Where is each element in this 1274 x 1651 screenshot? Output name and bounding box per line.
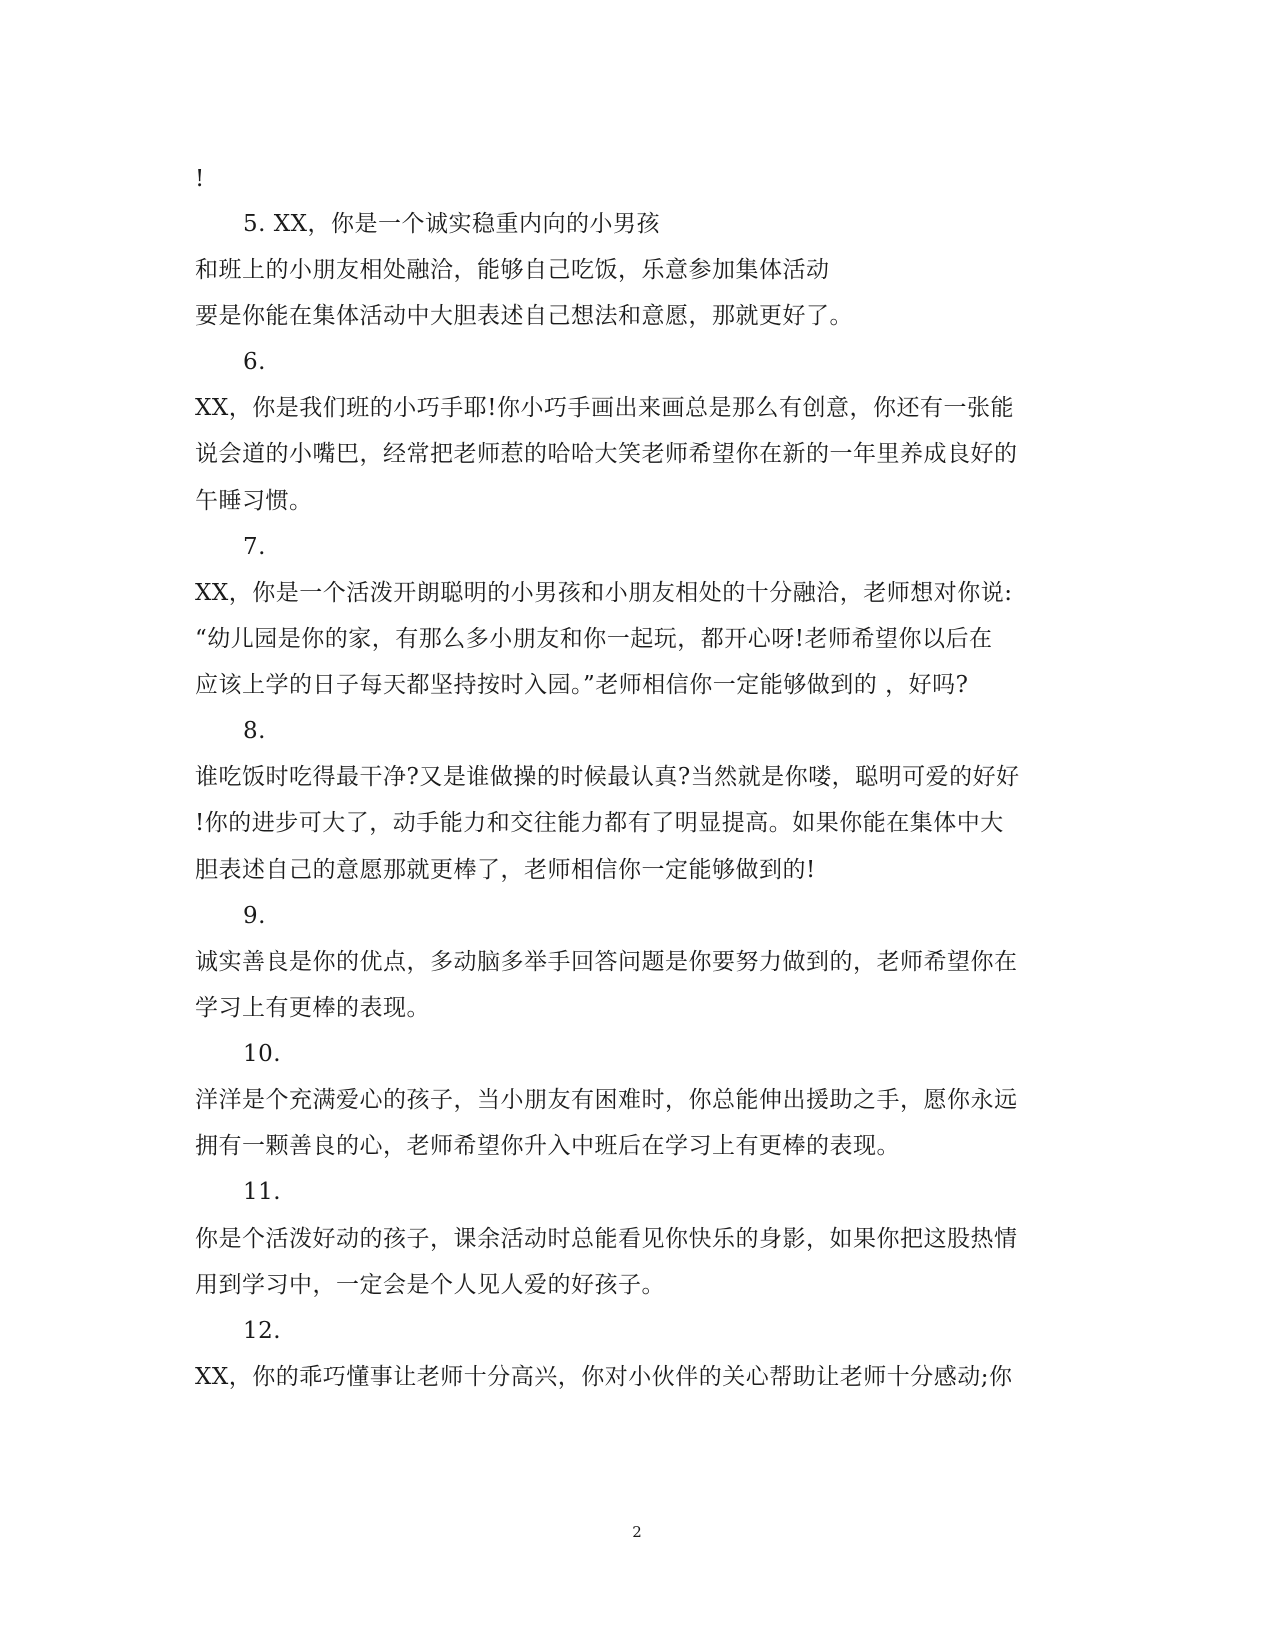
text-line: 和班上的小朋友相处融洽，能够自己吃饭，乐意参加集体活动	[195, 257, 830, 283]
text-line: 学习上有更棒的表现。	[195, 995, 430, 1021]
text-line: 诚实善良是你的优点，多动脑多举手回答问题是你要努力做到的，老师希望你在	[195, 949, 1018, 975]
text-line: 要是你能在集体活动中大胆表述自己想法和意愿，那就更好了。	[195, 303, 853, 329]
text-line: 用到学习中，一定会是个人见人爱的好孩子。	[195, 1272, 665, 1298]
text-line: 谁吃饭时吃得最干净?又是谁做操的时候最认真?当然就是你喽，聪明可爱的好好	[195, 764, 1020, 790]
text-line: !	[195, 166, 205, 192]
item-number: 8.	[243, 718, 266, 744]
text-line: 胆表述自己的意愿那就更棒了，老师相信你一定能够做到的!	[195, 857, 816, 883]
text-line: XX，你是我们班的小巧手耶!你小巧手画出来画总是那么有创意，你还有一张能	[195, 395, 1014, 421]
page-number: 2	[632, 1523, 642, 1541]
text-line: “幼儿园是你的家，有那么多小朋友和你一起玩，都开心呀!老师希望你以后在	[195, 626, 993, 652]
item-number: 9.	[243, 903, 266, 929]
text-line: 说会道的小嘴巴，经常把老师惹的哈哈大笑老师希望你在新的一年里养成良好的	[195, 441, 1018, 467]
item-number: 12.	[243, 1318, 282, 1344]
text-line: 你是个活泼好动的孩子，课余活动时总能看见你快乐的身影，如果你把这股热情	[195, 1226, 1018, 1252]
text-line: 拥有一颗善良的心，老师希望你升入中班后在学习上有更棒的表现。	[195, 1133, 900, 1159]
item-number: 6.	[243, 349, 266, 375]
text-line: 应该上学的日子每天都坚持按时入园。”老师相信你一定能够做到的 ，好吗?	[195, 672, 969, 698]
text-line: XX，你是一个活泼开朗聪明的小男孩和小朋友相处的十分融洽，老师想对你说:	[195, 580, 1013, 606]
text-line: 洋洋是个充满爱心的孩子，当小朋友有困难时，你总能伸出援助之手，愿你永远	[195, 1087, 1018, 1113]
text-line: 午睡习惯。	[195, 488, 313, 514]
text-line: !你的进步可大了，动手能力和交往能力都有了明显提高。如果你能在集体中大	[195, 810, 1004, 836]
item-number: 11.	[243, 1179, 282, 1205]
item-number: 10.	[243, 1041, 282, 1067]
item-number: 7.	[243, 534, 266, 560]
text-line: XX，你的乖巧懂事让老师十分高兴，你对小伙伴的关心帮助让老师十分感动;你	[195, 1364, 1013, 1390]
item-5-heading: 5. XX，你是一个诚实稳重内向的小男孩	[243, 211, 661, 237]
